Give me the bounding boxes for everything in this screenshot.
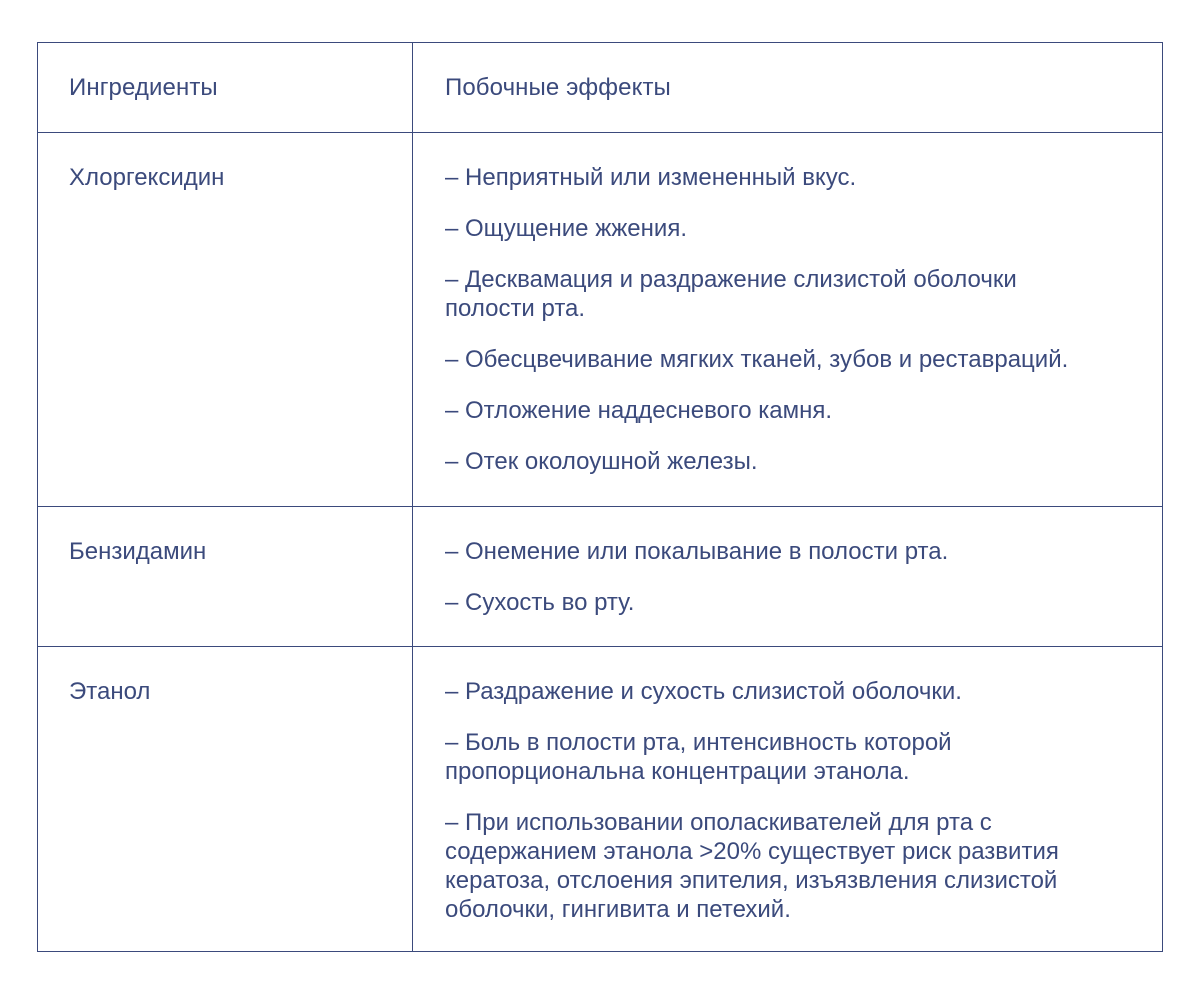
effect-item: – Онемение или покалывание в полости рта. <box>445 538 949 565</box>
effects-list <box>445 537 1145 617</box>
effect-item: – Сухость во рту. <box>445 589 635 616</box>
effect-item: – При использовании ополаскивателей для рта с содержанием этанола >20% существует риск развития кератоза, отслоения эпителия, изъязвления слизистой оболочки, гингивита и петехий. <box>445 809 1059 923</box>
table-row <box>38 647 1162 953</box>
ingredient-name: Этанол <box>69 678 151 705</box>
effects-list <box>445 677 1145 924</box>
effect-item: – Обесцвечивание мягких тканей, зубов и реставраций. <box>445 346 1069 373</box>
effect-item: – Боль в полости рта, интенсивность которой пропорциональна концентрации этанола. <box>445 729 952 785</box>
effect-item: – Десквамация и раздражение слизистой оболочки полости рта. <box>445 266 1017 322</box>
effect-item: – Раздражение и сухость слизистой оболочки. <box>445 678 962 705</box>
ingredient-name: Бензидамин <box>69 538 207 565</box>
table-row <box>38 133 1162 507</box>
header-side-effects: Побочные эффекты <box>445 74 671 101</box>
side-effects-table <box>37 42 1163 952</box>
effect-item: – Ощущение жжения. <box>445 215 687 242</box>
table-header-row <box>38 43 1162 133</box>
table-row <box>38 507 1162 647</box>
effects-list <box>445 163 1145 476</box>
effect-item: – Отложение наддесневого камня. <box>445 397 832 424</box>
ingredient-name: Хлоргексидин <box>69 164 225 191</box>
effect-item: – Неприятный или измененный вкус. <box>445 164 857 191</box>
effect-item: – Отек околоушной железы. <box>445 448 758 475</box>
header-ingredients: Ингредиенты <box>69 74 218 101</box>
